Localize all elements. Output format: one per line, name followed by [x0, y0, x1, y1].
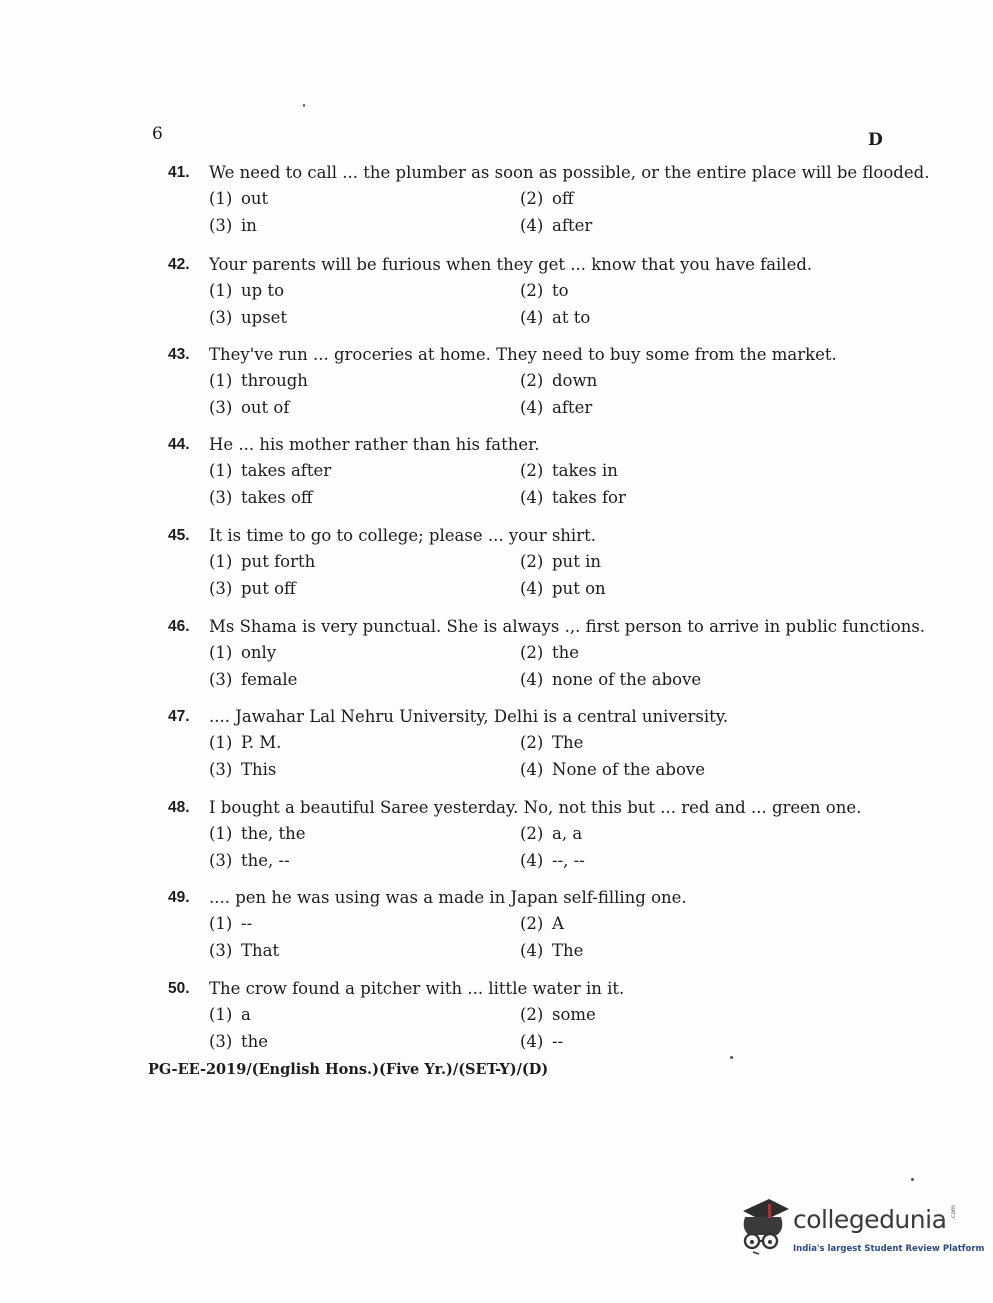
- question-49: [168, 887, 888, 962]
- option-4: (4) None of the above: [520, 760, 705, 779]
- question-text: The crow found a pitcher with ... little water in it.: [209, 979, 625, 998]
- graduate-mascot-icon: [735, 1195, 791, 1255]
- question-number: 46.: [168, 618, 190, 635]
- logo-wordmark: collegedunia: [793, 1205, 947, 1234]
- question-number: 50.: [168, 980, 190, 997]
- option-3: (3) upset: [209, 308, 288, 327]
- option-4: (4) takes for: [520, 488, 626, 507]
- page-number: 6: [152, 124, 163, 144]
- scan-speck: [303, 104, 305, 107]
- question-number: 49.: [168, 889, 190, 906]
- question-text: He ... his mother rather than his father.: [209, 435, 540, 454]
- option-3: (3) takes off: [209, 488, 313, 507]
- option-2: (2) down: [520, 371, 598, 390]
- question-47: [168, 706, 888, 781]
- question-44: [168, 434, 888, 509]
- scan-speck: [730, 1056, 733, 1059]
- option-2: (2) put in: [520, 552, 601, 571]
- question-number: 45.: [168, 527, 190, 544]
- option-2: (2) a, a: [520, 824, 583, 843]
- question-48: [168, 797, 888, 872]
- option-3: (3) the: [209, 1032, 269, 1051]
- option-1: (1) the, the: [209, 824, 306, 843]
- option-1: (1) out: [209, 189, 269, 208]
- question-text: Ms Shama is very punctual. She is always .,. first person to arrive in public functions.: [209, 617, 926, 636]
- option-2: (2) The: [520, 733, 584, 752]
- question-number: 43.: [168, 346, 190, 363]
- question-number: 41.: [168, 164, 190, 181]
- option-1: (1) put forth: [209, 552, 316, 571]
- option-3: (3) That: [209, 941, 280, 960]
- question-43: [168, 344, 888, 419]
- option-1: (1) through: [209, 371, 308, 390]
- question-text: They've run ... groceries at home. They need to buy some from the market.: [209, 345, 837, 364]
- question-text: Your parents will be furious when they get ... know that you have failed.: [209, 255, 813, 274]
- logo-domain: .com: [949, 1205, 957, 1220]
- question-42: [168, 254, 888, 329]
- option-3: (3) This: [209, 760, 277, 779]
- question-text: It is time to go to college; please ... your shirt.: [209, 526, 596, 545]
- option-4: (4) after: [520, 216, 593, 235]
- scan-speck: [911, 1178, 914, 1181]
- option-1: (1) a: [209, 1005, 251, 1024]
- option-3: (3) out of: [209, 398, 290, 417]
- option-2: (2) A: [520, 914, 564, 933]
- paper-code-footer: PG-EE-2019/(English Hons.)(Five Yr.)/(SET-Y)/(D): [148, 1061, 549, 1078]
- set-code: D: [868, 130, 883, 150]
- option-4: (4) The: [520, 941, 584, 960]
- option-2: (2) to: [520, 281, 569, 300]
- question-45: [168, 525, 888, 600]
- option-3: (3) put off: [209, 579, 296, 598]
- question-number: 48.: [168, 799, 190, 816]
- option-2: (2) off: [520, 189, 574, 208]
- question-46: [168, 616, 926, 691]
- option-4: (4) --, --: [520, 851, 585, 870]
- option-4: (4) after: [520, 398, 593, 417]
- logo-tagline: India's largest Student Review Platform: [793, 1244, 985, 1254]
- question-number: 44.: [168, 436, 190, 453]
- question-number: 42.: [168, 256, 190, 273]
- option-4: (4) put on: [520, 579, 606, 598]
- option-2: (2) the: [520, 643, 580, 662]
- option-2: (2) takes in: [520, 461, 618, 480]
- question-50: [168, 978, 888, 1053]
- option-3: (3) the, --: [209, 851, 290, 870]
- question-text: I bought a beautiful Saree yesterday. No, not this but ... red and ... green one.: [209, 798, 862, 817]
- option-1: (1) up to: [209, 281, 284, 300]
- option-2: (2) some: [520, 1005, 596, 1024]
- question-text: We need to call ... the plumber as soon as possible, or the entire place will be flooded.: [209, 163, 930, 182]
- option-1: (1) P. M.: [209, 733, 282, 752]
- question-text: .... pen he was using was a made in Japan self-filling one.: [209, 888, 687, 907]
- option-1: (1) only: [209, 643, 277, 662]
- question-41: [168, 162, 930, 237]
- option-3: (3) female: [209, 670, 298, 689]
- option-4: (4) at to: [520, 308, 591, 327]
- question-text: .... Jawahar Lal Nehru University, Delhi is a central university.: [209, 707, 729, 726]
- option-1: (1) --: [209, 914, 253, 933]
- collegedunia-logo[interactable]: [735, 1195, 985, 1265]
- option-3: (3) in: [209, 216, 257, 235]
- option-1: (1) takes after: [209, 461, 332, 480]
- question-number: 47.: [168, 708, 190, 725]
- option-4: (4) --: [520, 1032, 564, 1051]
- option-4: (4) none of the above: [520, 670, 702, 689]
